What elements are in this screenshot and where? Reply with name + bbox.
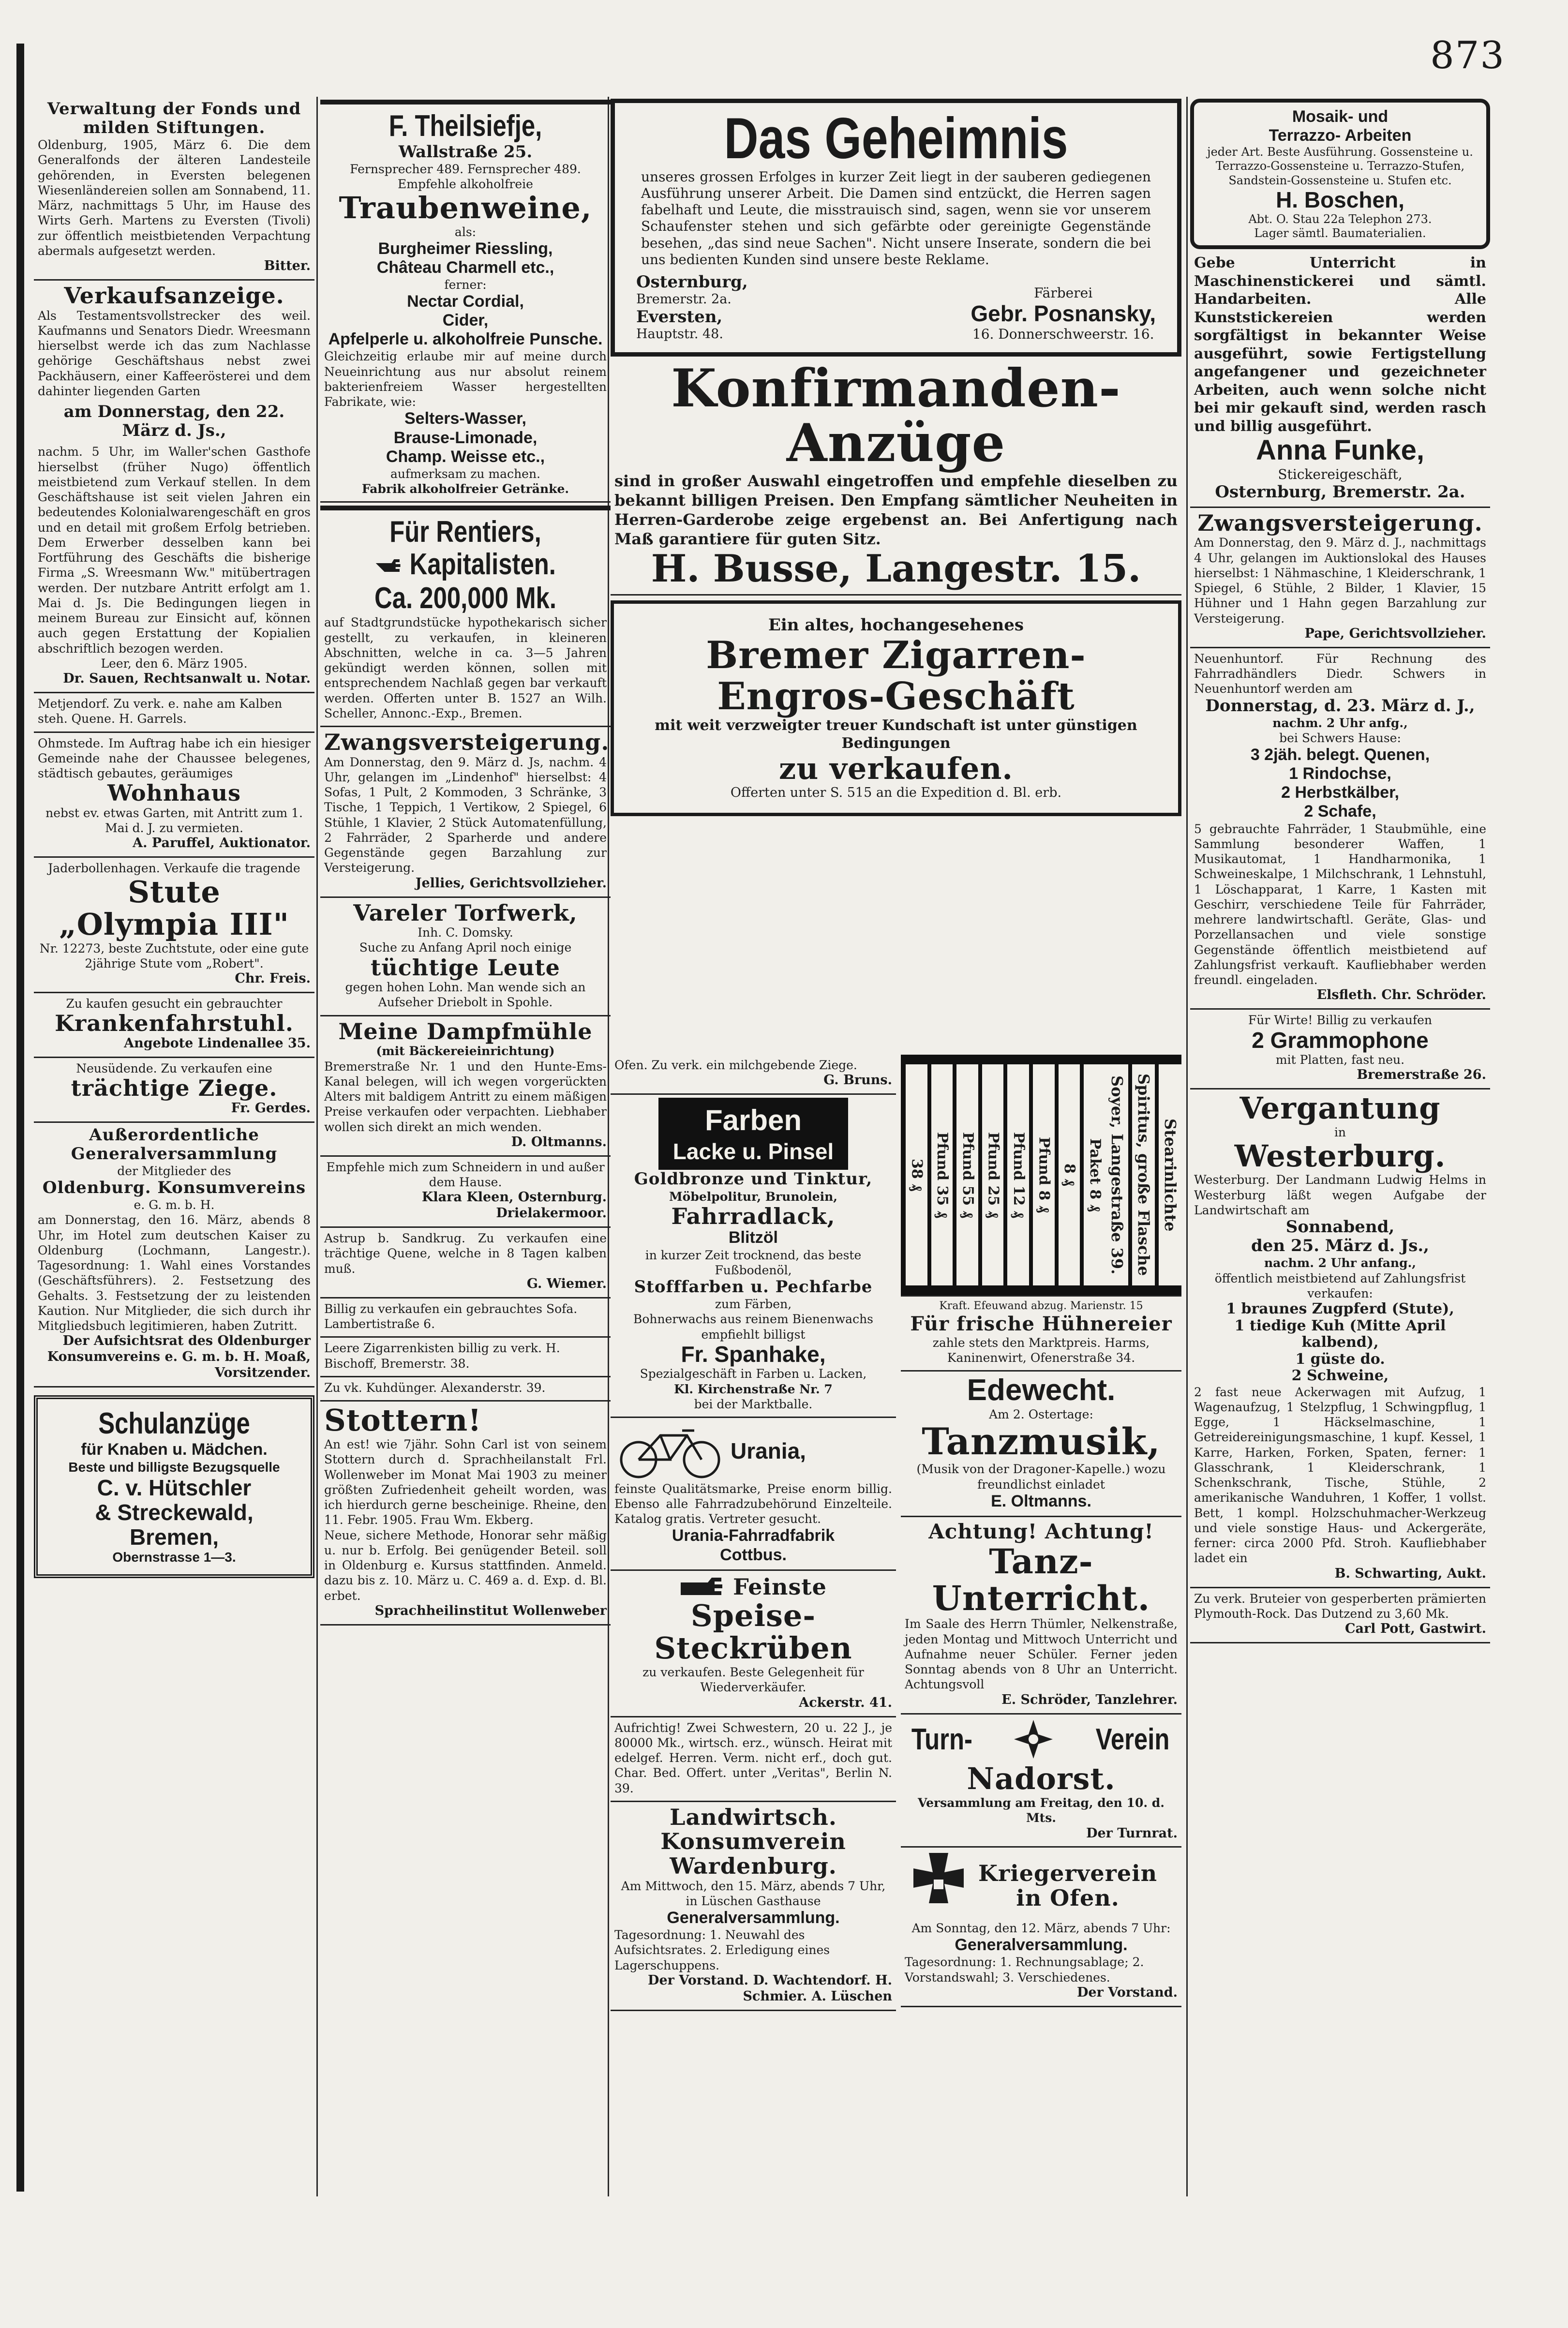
ad-body: Astrup b. Sandkrug. Zu verkaufen eine trächtige Quene, welche in 8 Tagen kalben muß.: [324, 1231, 607, 1276]
ad-turnverein: [901, 1715, 1181, 1848]
ad-body: öffentlich meistbietend auf Zahlungsfrist verkaufen:: [1214, 1271, 1466, 1300]
ad-footer: [622, 268, 1170, 347]
ad-title: Speise-Steckrüben: [654, 1598, 852, 1666]
ad-address: Abt. O. Stau 22a Telephon 273.: [1248, 212, 1432, 226]
ad-title: Vergantung: [1239, 1090, 1441, 1126]
ad-date: den 25. März d. Js.,: [1251, 1236, 1430, 1256]
ad-signature: G. Bruns.: [823, 1073, 892, 1088]
ad-subtitle: Inh. C. Domsky.: [418, 925, 513, 940]
ad-kriegerverein: [901, 1848, 1181, 2007]
ad-wohnhaus: [34, 733, 314, 858]
ad-body: Versammlung am Freitag, den 10. d. Mts.: [918, 1796, 1165, 1825]
iron-cross-icon: [905, 1850, 972, 1921]
ad-signature: Der Turnrat.: [1086, 1825, 1178, 1841]
ad-sofa: [320, 1298, 611, 1338]
ad-verkaufsanzeige: [34, 281, 314, 693]
ad-title: Bremer Zigarren-: [706, 633, 1086, 678]
ad-title: Mosaik- und: [1292, 107, 1389, 126]
ad-subtitle: Ein altes, hochangesehenes: [768, 615, 1024, 635]
bicycle-icon: [614, 1421, 726, 1481]
ad-address: Kl. Kirchenstraße Nr. 7: [674, 1382, 833, 1396]
ad-body: An est! wie 7jähr. Sohn Carl ist von seinem Stottern durch d. Sprachheilanstalt Frl. Wollenweber im Monat Mai 1903 zu meiner größten Zufriedenheit geheilt worden, was ich hierdurch gerne bescheinige. Rheine, den 11. Febr. 1905. Frau Wm. Ekberg.: [324, 1437, 607, 1527]
vertical-line: Stearinlichte: [1159, 1064, 1181, 1285]
ad-address: Osternburg, Bremerstr. 2a.: [1215, 482, 1465, 502]
ad-title: Das Geheimnis: [724, 106, 1068, 171]
ad-signature: Der Vorstand. D. Wachtendorf. H. Schmier. A. Lüschen: [648, 1972, 892, 2004]
ad-title: Feinste: [733, 1573, 827, 1600]
ad-item: Champ. Weisse etc.,: [386, 447, 545, 466]
ad-bruteier: [1190, 1588, 1490, 1643]
ad-title: Verkaufsanzeige.: [64, 283, 284, 309]
ad-item: 2 Schafe,: [1304, 802, 1376, 821]
ad-zwangsversteigerung-2: [1190, 508, 1490, 648]
ad-firm: C. v. Hütschler: [97, 1475, 252, 1501]
turner-cross-icon: [1012, 1717, 1055, 1763]
ad-grammophone: [1190, 1010, 1490, 1089]
ad-firm: Gebr. Posnansky,: [971, 301, 1156, 327]
ad-body: Gleichzeitig erlaube mir auf meine durch Neueinrichtung aus nur absolut reinem bakterienfreiem Wasser hergestellten Fabrikate, wie:: [324, 349, 607, 409]
ad-body: 2 fast neue Ackerwagen mit Aufzug, 1 Wagenaufzug, 1 Stelzpflug, 1 Schwingpflug, 1 Egge, 1 Häckselmaschine, 1 Getreidereinigungsmaschine, 1 kupf. Kessel, 1 Karre, Harken, Forken, Spaten, ferner: 1 Glasschrank, 1 Kleiderschrank, 1 Schenkschrank, Tische, Stühle, 2 amerikanische Wanduhren, 1 Koffer, 1 vollst. Bett, 1 kompl. Holzschuhmacher-Werkzeug und viele sonstige Haus- und Ackergeräte, ferner: circa 2000 Pfd. Stroh. Kaufliebhaber ladet ein: [1194, 1385, 1486, 1566]
ad-body: unseres grossen Erfolges in kurzer Zeit liegt in der sauberen gediegenen Ausführung unserer Arbeit. Die Damen sind entzückt, die Herren sagen fabelhaft und Leute, die misstrauisch sind, sagen, wenn sie vor unserem Schaufenster stehen und sich gefärbte oder gereinigte Gegenstände besehen, „das sind neue Sachen". Nicht unsere Inserate, sondern die bei uns bedienten Kunden sind unsere beste Reklame.: [641, 169, 1151, 268]
ad-signature: Angebote Lindenallee 35.: [124, 1035, 311, 1051]
ad-body: Leere Zigarrenkisten billig zu verk. H. Bischoff, Bremerstr. 38.: [324, 1341, 560, 1371]
ad-body: Am Sonntag, den 12. März, abends 7 Uhr:: [911, 1921, 1171, 1935]
ad-body: auf Stadtgrundstücke hypothekarisch sicher gestellt, zu verkaufen, in kleineren Abschnitten, welche in ca. 3—5 Jahren gekündigt werden können, sollen mit entsprechendem Nachlaß gegen bar verkauft werden. Offerten unter B. 1527 an Wilh. Scheller, Annonc.-Exp., Bremen.: [324, 615, 607, 720]
ad-title: Konsumverein: [660, 1828, 846, 1855]
ad-drogerie-vertical: [901, 1055, 1181, 1297]
ad-body: Aufrichtig! Zwei Schwestern, 20 u. 22 J., je 80000 Mk., wirtsch. erz., wünsch. Heirat mit edelgef. Herren. Verm. nicht erf., doch gut. Char. Bed. Offert. unter „Veritas", Berlin N. 39.: [614, 1720, 892, 1795]
ad-body: Bremerstraße Nr. 1 und den Hunte-Ems-Kanal belegen, will ich wegen vorgerückten Alters mit baldigem Antritt zu einem mäßigen Preise verkaufen oder verpachten. Liebhaber wollen sich direkt an mich wenden.: [324, 1059, 607, 1134]
ad-bremer-zigarren: [611, 600, 1181, 816]
ad-tanzunterricht: [901, 1517, 1181, 1715]
ad-signature: Klara Kleen, Osternburg. Drielakermoor.: [421, 1190, 607, 1221]
ad-body: sind in großer Auswahl eingetroffen und empfehle dieselben zu bekannt billigen Preisen. Den Empfang sämtlicher Neuheiten in Herren-Garderobe zeige ergebenst an. Bei Anfertigung nach Maß garantiere für guten Sitz.: [614, 471, 1178, 548]
ad-body: nachm. 5 Uhr, im Waller'schen Gasthofe hierselbst (früher Nugo) öffentlich meistbietend zum Verkauf stellen. In dem Geschäftshause ist seit vielen Jahren ein bedeutendes Kolonialwarengeschäft en gros und en detail mit großem Erfolg betrieben. Dem Erwerber desselben kann bei Fortführung des Geschäfts die bisherige Firma „S. Wreesmann Ww." mitübertragen werden. Der nutzbare Antritt erfolgt am 1. Mai d. Js. Die Bedingungen liegen in meinem Bureau zur Einsicht auf, können auch gegen Erstattung der Kopialien abschriftlich bezogen werden.: [38, 445, 311, 656]
ad-signature: Sprachheilinstitut Wollenweber: [374, 1603, 607, 1618]
ad-body: Neue, sichere Methode, Honorar sehr mäßig u. nur b. Erfolg. Bei genügender Beteil. soll in Oldenburg e. Kursus stattfinden. Anmeld. dazu bis z. 10. März u. C. 469 a. d. Exp. d. Bl. erbet.: [324, 1528, 607, 1603]
ad-place: Leer, den 6. März 1905.: [101, 656, 248, 671]
ad-signature: Chr. Freis.: [235, 971, 311, 986]
ad-body: Bohnerwachs aus reinem Bienenwachs empfiehlt billigst: [633, 1312, 874, 1342]
ad-body: Ohmstede. Im Auftrag habe ich ein hiesiger Gemeinde nahe der Chaussee belegenes, städtisch gebautes, geräumiges: [38, 736, 311, 781]
ad-stickerei: [1190, 251, 1490, 508]
ad-astrup: [320, 1228, 611, 1298]
ad-body: feinste Qualitätsmarke, Preise enorm billig. Ebenso alle Fahrradzubehörund Einzelteile. Katalog gratis. Vertreter gesucht.: [614, 1481, 892, 1526]
ad-item: Apfelperle u. alkoholfreie Punsche.: [328, 330, 603, 349]
ad-headline: zu verkaufen.: [779, 751, 1013, 787]
ad-title: Lacke u. Pinsel: [672, 1139, 834, 1164]
ad-signature: B. Schwarting, Aukt.: [1334, 1566, 1486, 1581]
ad-item: 2 Schweine,: [1291, 1367, 1389, 1385]
page-number: 873: [1430, 34, 1505, 77]
ad-title: Für frische Hühnereier: [910, 1312, 1172, 1335]
ad-title: Verwaltung der Fonds und milden Stiftungen.: [47, 99, 301, 138]
ad-signature: Bitter.: [264, 258, 311, 274]
ad-body: Tagesordnung: 1. Neuwahl des Aufsichtsrates. 2. Erledigung eines Lagerschuppens.: [614, 1928, 830, 1972]
ad-ziege: [34, 1058, 314, 1123]
ad-contact: Offerten unter S. 515 an die Expedition d. Bl. erb.: [730, 785, 1062, 801]
ad-body: Jaderbollenhagen. Verkaufe die tragende: [48, 861, 300, 876]
vertical-price: Pfund 35 ₰: [931, 1064, 953, 1285]
ad-item: 3 2jäh. belegt. Quenen,: [1250, 746, 1430, 764]
ad-geheimnis: [611, 99, 1181, 357]
ad-metjendorf: [34, 693, 314, 733]
ad-date: am Donnerstag, den 22. März d. Js.,: [63, 402, 285, 441]
ad-signature: E. Oltmanns.: [991, 1492, 1091, 1510]
ad-body: bei Schwers Hause:: [1279, 731, 1401, 745]
ad-title: Vareler Torfwerk,: [353, 899, 578, 926]
ad-title: „Olympia III": [59, 906, 289, 942]
ad-body: als:: [454, 224, 477, 239]
ad-subtitle: Stickereigeschäft,: [1278, 466, 1403, 482]
ad-item: Goldbronze und Tinktur,: [634, 1169, 873, 1189]
ad-body: Am Donnerstag, den 9. März d. Js, nachm. 4 Uhr, gelangen im „Lindenhof" hierselbst: 4 Sofas, 1 Pult, 2 Kommoden, 3 Schränke, 3 Tische, 1 Teppich, 1 Vertikow, 2 Spiegel, 6 Stühle, 1 Klavier, 2 Stück Automatenfüllung, 2 Fahrräder, 2 Sparherde und andere Gegenstände gegen Barzahlung zur Versteigerung.: [324, 755, 607, 875]
ad-headline: Tanzmusik,: [922, 1420, 1161, 1463]
ad-body: Ofen. Zu verk. ein milchgebende Ziege.: [614, 1058, 857, 1072]
ad-firm: & Streckewald,: [95, 1499, 254, 1525]
vertical-list: [1105, 1064, 1181, 1285]
branch-address: Bremerstr. 2a.: [636, 292, 732, 307]
ad-vergantung: [1190, 1089, 1490, 1588]
ad-heirat: [611, 1717, 896, 1802]
ad-body: Lager sämtl. Baumaterialien.: [1254, 226, 1426, 240]
branch-address: Hauptstr. 48.: [636, 327, 723, 342]
ad-title: Turn-: [911, 1723, 972, 1757]
ad-signature: Carl Pott, Gastwirt.: [1344, 1621, 1486, 1637]
ad-banner: [658, 1098, 848, 1170]
ad-item: 1 braunes Zugpferd (Stute),: [1226, 1300, 1454, 1318]
ad-item: Blitzöl: [729, 1228, 778, 1247]
ad-body: gegen hohen Lohn. Man wende sich an Aufseher Driebolt in Spohle.: [345, 980, 586, 1010]
ad-subtitle: Färberei: [1034, 285, 1093, 301]
vertical-line: Spiritus, große Flasche: [1132, 1064, 1155, 1285]
ad-body: Metjendorf. Zu verk. e. nahe am Kalben steh. Quene. H. Garrels.: [38, 697, 283, 726]
ad-theilsiefje: [320, 107, 611, 503]
ad-ofen-ziege: [611, 1055, 896, 1095]
ad-body: am Donnerstag, den 16. März, abends 8 Uhr, im Hotel zum deutschen Kaiser zu Oldenburg (Lochmann, Langestr.). Tagesordnung: 1. Wahl eines Vorstandes (Geschäftsführers). 2. Festsetzung des Gehalts. 3. Festsetzung der zu leistenden Kaution. Nur Mitglieder, die sich durch ihr Mitgliedsbuch legitimieren, haben Zutritt.: [38, 1213, 311, 1333]
vertical-line: Soyer, Langestraße 39.: [1105, 1064, 1128, 1285]
ad-title: trächtige Ziege.: [71, 1075, 278, 1101]
ad-item: 1 Rindochse,: [1289, 764, 1391, 783]
ad-body: Gebe Unterricht in Maschinenstickerei und sämtl. Handarbeiten. Alle Kunststickereien werden sorgfältigst in bekannter Weise ausgeführt, sowie Fertigstellung angefangener und gezeichneter Arbeiten, auch wenn solche nicht bei mir gekauft sind, werden rasch und billig ausgeführt.: [1194, 254, 1486, 435]
ad-huehnereier: [901, 1297, 1181, 1372]
branch-name: Osternburg,: [636, 272, 748, 292]
ad-item: 1 tiedige Kuh (Mitte April kalbend),: [1234, 1317, 1446, 1351]
ad-title: Achtung! Achtung!: [928, 1519, 1154, 1543]
ad-body: Fabrik alkoholfreier Getränke.: [361, 482, 569, 496]
ad-address: Obernstrasse 1—3.: [112, 1550, 236, 1565]
ad-signature: Jellies, Gerichtsvollzieher.: [415, 875, 607, 891]
ad-body: Neuenhuntorf. Für Rechnung des Fahrradhändlers Diedr. Schwers in Neuenhuntorf werden am: [1194, 651, 1486, 696]
ad-city: Bremen,: [129, 1524, 219, 1550]
ad-city: Cottbus.: [720, 1545, 787, 1564]
ad-title: Engros-Geschäft: [717, 674, 1075, 718]
ad-zwangsversteigerung: [320, 727, 611, 898]
column-4: [1190, 97, 1490, 2196]
ad-body: bei der Marktballe.: [694, 1397, 813, 1411]
ad-subtitle: e. G. m. b. H.: [134, 1198, 215, 1212]
ad-body: Neusüdende. Zu verkaufen eine: [76, 1061, 272, 1075]
vertical-price: 8 ₰: [1059, 1064, 1080, 1285]
ad-schulanzuege: [34, 1395, 314, 1578]
ad-body: ferner:: [444, 277, 487, 292]
ad-body: zum Färben,: [715, 1297, 792, 1312]
ad-body: Am Donnerstag, den 9. März d. J., nachmittags 4 Uhr, gelangen im Auktionslokal des Hauses hierselbst: 1 Nähmaschine, 1 Kleiderschrank, 1 Spiegel, 6 Stühle, 2 Bilder, 1 Klavier, 15 Hühner und 1 Hahn gegen Barzahlung zur Versteigerung.: [1194, 536, 1486, 626]
ad-title: Kriegerverein: [978, 1860, 1158, 1887]
vertical-price: Pfund 25 ₰: [982, 1064, 1004, 1285]
ad-title: Verein: [1095, 1723, 1170, 1757]
ad-item: Château Charmell etc.,: [376, 258, 554, 277]
ad-title: Terrazzo- Arbeiten: [1269, 126, 1412, 145]
ad-body: Im Saale des Herrn Thümler, Nelkenstraße, jeden Montag und Mittwoch Unterricht und Aufnahme neuer Schüler. Ferner jeden Sonntag abends von 8 Uhr an Unterricht. Achtungsvoll: [905, 1617, 1178, 1692]
ad-title: Wohnhaus: [107, 780, 241, 806]
ad-body: Nr. 12273, beste Zuchtstute, oder eine gute 2jährige Stute vom „Robert".: [39, 941, 309, 970]
left-margin-bar: [16, 44, 24, 2192]
column-1: [34, 97, 314, 2196]
ad-title: Stute: [128, 874, 221, 910]
ad-title: Westerburg.: [1234, 1138, 1446, 1174]
ad-item: Cider,: [442, 311, 489, 330]
ad-generalversammlung: [34, 1123, 314, 1388]
ad-signature: Elsfleth. Chr. Schröder.: [1316, 987, 1486, 1003]
ad-signature: Fr. Gerdes.: [231, 1100, 311, 1116]
ad-body: 5 gebrauchte Fahrräder, 1 Staubmühle, eine Sammlung besonderer Waffen, 1 Musikautomat, 1 Handharmonika, 1 Schweineskalpe, 1 Milchschrank, 1 Lehnstuhl, 1 Löschapparat, 1 Karre, 1 Kasten mit Geschirr, verschiedene Teile für Fahrräder, mehrere landwirtschaftl. Geräte, Glas- und Porzellansachen und viele sonstige Gegenstände öffentlich meistbietend auf Zahlungsfrist verkauft. Kaufliebhaber werden freundl. eingeladen.: [1194, 821, 1486, 987]
ad-subtitle: der Mitglieder des: [117, 1164, 231, 1178]
ad-firm: Anna Funke,: [1255, 434, 1425, 466]
ad-title: Landwirtsch.: [670, 1804, 837, 1830]
divider: [320, 506, 611, 510]
ad-title: Krankenfahrstuhl.: [55, 1010, 294, 1037]
ad-title: Farben: [704, 1104, 802, 1137]
ad-firm: H. Busse, Langestr. 15.: [651, 546, 1141, 591]
ad-subtitle: Beste und billigste Bezugsquelle: [68, 1460, 280, 1475]
ad-item: 2 Herbstkälber,: [1281, 783, 1399, 802]
ad-body: nebst ev. etwas Garten, mit Antritt zum 1. Mai d. J. zu vermieten.: [45, 806, 303, 836]
ad-address: Ackerstr. 41.: [799, 1695, 892, 1710]
ad-steckrueben: [611, 1571, 896, 1717]
ad-item: Fahrradlack,: [671, 1203, 836, 1229]
ad-body: Billig zu verkaufen ein gebrauchtes Sofa. Lambertistraße 6.: [324, 1301, 578, 1331]
ad-title: Traubenweine,: [339, 190, 592, 225]
ad-body: Am Mittwoch, den 15. März, abends 7 Uhr, in Lüschen Gasthause: [621, 1879, 886, 1908]
ad-body: Zu vk. Kuhdünger. Alexanderstr. 39.: [324, 1380, 546, 1395]
ad-farben: [611, 1095, 896, 1418]
ad-title: Nadorst.: [967, 1761, 1116, 1797]
ad-title-text: Kapitalisten.: [409, 548, 556, 582]
ad-signature: A. Paruffel, Auktionator.: [133, 836, 311, 851]
ad-address: Wallstraße 25.: [398, 142, 533, 162]
ad-torfwerk: [320, 898, 611, 1016]
ad-body: jeder Art. Beste Ausführung. Gossensteine u. Terrazzo-Gossensteine u. Terrazzo-Stufen, Sandstein-Gossensteine u. Stufen etc.: [1207, 145, 1473, 187]
ad-headline: Tanz-Unterricht.: [932, 1541, 1150, 1618]
pointing-hand-icon: [680, 1574, 728, 1600]
ad-signature: Der Vorstand.: [1077, 1985, 1178, 2000]
ad-item: Möbelpolitur, Brunolein,: [669, 1189, 837, 1204]
ad-body: Als Testamentsvollstrecker des weil. Kaufmanns und Senators Diedr. Wreesmann hierselbst werde ich das zum Nachlasse gehörige Geschäftshaus nebst zwei Packhäusern, einer Kaffeerösterei und dem dahinter liegenden Garten: [38, 308, 311, 398]
ad-stottern: [320, 1402, 611, 1626]
ad-title: Schulanzüge: [98, 1407, 250, 1441]
ad-stute: [34, 858, 314, 993]
ad-konfirmanden: [611, 358, 1181, 596]
ad-body: Empfehle mich zum Schneidern in und außer dem Hause.: [326, 1160, 605, 1189]
ad-title: Wardenburg.: [670, 1852, 837, 1879]
ad-body: mit weit verzweigter treuer Kundschaft ist unter günstigen Bedingungen: [655, 716, 1137, 752]
ad-headline: tüchtige Leute: [371, 954, 560, 981]
ad-title: Generalversammlung: [71, 1144, 278, 1164]
ad-title: Konfirmanden-Anzüge: [671, 358, 1121, 474]
column-2: [320, 97, 611, 2196]
ad-body: zu verkaufen. Beste Gelegenheit für Wiederverkäufer.: [642, 1665, 864, 1695]
vertical-price: 38 ₰: [906, 1064, 927, 1285]
ad-phone: Fernsprecher 489. Fernsprecher 489.: [350, 162, 581, 177]
ad-body: Kraft. Efeuwand abzug. Marienstr. 15: [939, 1300, 1143, 1312]
ad-signature: Der Aufsichtsrat des Oldenburger Konsumvereins e. G. m. b. H. Moaß, Vorsitzender.: [47, 1333, 311, 1381]
column-3-right: [901, 1055, 1181, 2007]
ad-rentiers: [320, 513, 611, 727]
branch-name: Eversten,: [636, 307, 723, 327]
vertical-price: Pfund 55 ₰: [956, 1064, 978, 1285]
ad-body: in kurzer Zeit trocknend, das beste Fußbodenöl,: [645, 1248, 862, 1277]
ad-duenger: [320, 1377, 611, 1402]
ad-amount: Ca. 200,000 Mk.: [374, 582, 556, 615]
ad-body: Zu verk. Bruteier von gesperberten prämierten Plymouth-Rock. Das Dutzend zu 3,60 Mk.: [1194, 1591, 1486, 1621]
ad-body: Tagesordnung: 1. Rechnungsablage; 2. Vorstandswahl; 3. Verschiedenes.: [905, 1955, 1144, 1985]
ad-subtitle: in: [1334, 1125, 1346, 1140]
ad-subtitle: (mit Bäckereieinrichtung): [376, 1044, 555, 1059]
ad-firm: F. Theilsiefje,: [388, 109, 542, 143]
ad-date: Donnerstag, d. 23. März d. J.,: [1205, 696, 1475, 716]
ad-edewecht: [901, 1372, 1181, 1517]
ad-headline: Generalversammlung.: [955, 1936, 1128, 1955]
ad-body: Zu kaufen gesucht ein gebrauchter: [66, 996, 283, 1011]
ad-body: Suche zu Anfang April noch einige: [359, 940, 572, 955]
ad-body: zahle stets den Marktpreis. Harms, Kaninenwirt, Ofenerstraße 34.: [932, 1335, 1150, 1365]
ad-signature: Dr. Sauen, Rechtsanwalt u. Notar.: [63, 671, 311, 686]
vertical-price: Pfund 12 ₰: [1007, 1064, 1029, 1285]
ad-date: Sonnabend,: [1285, 1217, 1395, 1237]
ad-schneidern: [320, 1157, 611, 1228]
ad-title: Urania,: [731, 1438, 806, 1464]
ad-item: Selters-Wasser,: [404, 409, 526, 428]
ad-body: aufmerksam zu machen.: [390, 466, 541, 481]
vertical-price: Paket 8 ₰: [1084, 1064, 1105, 1285]
column-rule: [316, 97, 318, 2196]
ad-krankenfahrstuhl: [34, 993, 314, 1058]
ad-body: nachm. 2 Uhr anfang.,: [1264, 1256, 1416, 1270]
ad-item: Stofffarben u. Pechfarbe: [634, 1277, 873, 1297]
ad-item: 1 güste do.: [1295, 1350, 1385, 1368]
column-3: [611, 97, 1181, 2196]
ad-title: Meine Dampfmühle: [338, 1018, 593, 1045]
ad-body: Westerburg. Der Landmann Ludwig Helms in Westerburg läßt wegen Aufgabe der Landwirtschaft am: [1194, 1173, 1486, 1217]
ad-mosaik: [1190, 99, 1490, 249]
column-rule: [1186, 97, 1188, 2196]
ad-firm: Urania-Fahrradfabrik: [672, 1526, 835, 1545]
ad-firm: H. Boschen,: [1276, 187, 1404, 212]
ad-body: Für Wirte! Billig zu verkaufen: [1248, 1013, 1433, 1028]
ad-signature: G. Wiemer.: [526, 1276, 607, 1291]
ad-landw-konsumverein: [611, 1802, 896, 2011]
ad-body: nachm. 2 Uhr anfg.,: [1272, 716, 1408, 730]
ad-address: 16. Donnerschweerstr. 16.: [972, 326, 1154, 342]
ad-firm: Fr. Spanhake,: [681, 1341, 826, 1367]
ad-title: Für Rentiers,: [389, 515, 541, 549]
pointing-hand-icon: [375, 550, 403, 582]
ad-title: Edewecht.: [967, 1373, 1116, 1407]
ad-body: (Musik von der Dragoner-Kapelle.) wozu freundlichst einladet: [916, 1462, 1166, 1492]
ad-title: Stottern!: [324, 1403, 482, 1438]
ad-dampfmuehle: [320, 1016, 611, 1157]
ad-subtitle: für Knaben u. Mädchen.: [81, 1440, 268, 1459]
ad-title: in Ofen.: [1016, 1884, 1120, 1911]
ad-address: Bremerstraße 26.: [1357, 1067, 1486, 1083]
ad-item: Nectar Cordial,: [407, 292, 524, 311]
vertical-price: Pfund 8 ₰: [1033, 1064, 1055, 1285]
ad-title: Zwangsversteigerung.: [1197, 509, 1483, 536]
ad-body: Empfehle alkoholfreie: [398, 177, 533, 192]
ad-kisten: [320, 1338, 611, 1377]
ad-body: Spezialgeschäft in Farben u. Lacken,: [640, 1367, 867, 1381]
ad-title: Außerordentliche: [89, 1125, 259, 1145]
ad-body: mit Platten, fast neu.: [1275, 1053, 1405, 1067]
vertical-prices: [906, 1064, 1105, 1285]
ad-title: 2 Grammophone: [1252, 1027, 1429, 1053]
ad-headline: Generalversammlung.: [667, 1909, 840, 1927]
ad-title: Zwangsversteigerung.: [324, 729, 610, 755]
ad-item: Brause-Limonade,: [393, 428, 538, 447]
ad-fonds: [34, 97, 314, 281]
ad-body: Oldenburg, 1905, März 6. Die dem Generalfonds der älteren Landesteile gehörenden, in Eversten belegenen Wiesenländereien sollen am Sonnabend, 11. März, nachmittags 5 Uhr, im Hause des Wirts Gerh. Martens zu Eversten (Tivoli) zur öffentlich meistbietenden Verpachtung abermals aufgesetzt werden.: [38, 138, 311, 258]
ad-title: [350, 549, 582, 582]
ad-subtitle: Am 2. Ostertage:: [989, 1407, 1093, 1421]
ad-neuenhuntorf: [1190, 648, 1490, 1010]
ad-title: Oldenburg. Konsumvereins: [42, 1178, 306, 1197]
ad-signature: E. Schröder, Tanzlehrer.: [1001, 1692, 1178, 1707]
column-3-left: [611, 1055, 896, 2011]
ad-urania: [611, 1418, 896, 1570]
ad-signature: D. Oltmanns.: [511, 1134, 607, 1149]
ad-signature: Pape, Gerichtsvollzieher.: [1304, 626, 1486, 641]
ad-item: Burgheimer Riessling,: [378, 239, 553, 258]
divider: [320, 100, 611, 104]
